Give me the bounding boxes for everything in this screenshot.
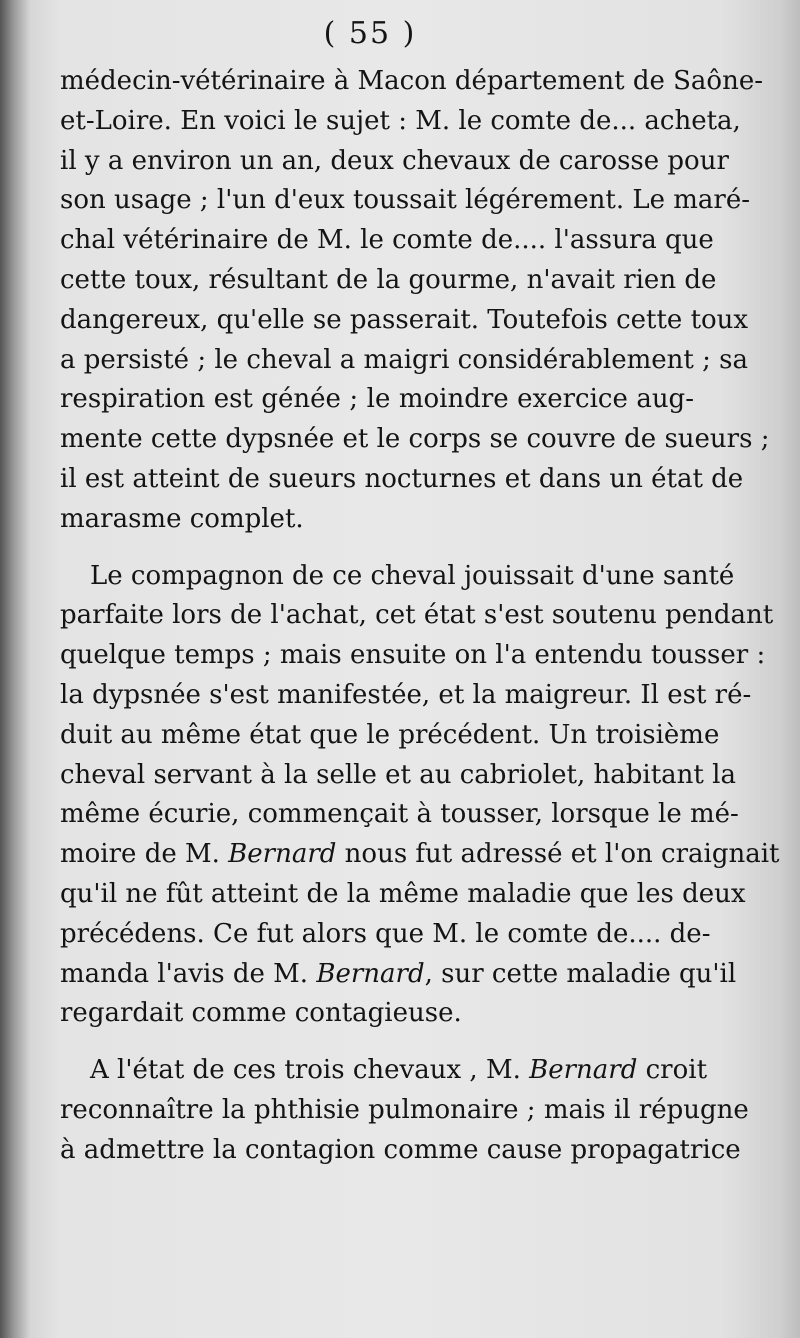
text-segment: croit [637,1055,708,1086]
text-segment: quelque temps ; mais ensuite on l'a entendu tousser : [60,640,766,671]
text-segment: reconnaître la phthisie pulmonaire ; mais il répugne [60,1094,749,1125]
body-text [60,62,780,1171]
text-line [60,835,780,875]
text-segment: parfaite lors de l'achat, cet état s'est soutenu pendant [60,600,774,631]
text-line [60,795,739,835]
text-segment: regardait comme contagieuse. [60,998,462,1029]
text-segment: il est atteint de sueurs nocturnes et dans un état de [60,463,744,494]
text-line [60,420,770,460]
text-line [60,915,711,955]
paragraph-3 [60,1051,749,1170]
italic-name: Bernard [529,1055,638,1086]
text-segment: précédens. Ce fut alors que M. le comte de.... de- [60,918,711,949]
paragraph-2 [60,557,780,1035]
text-line [60,596,774,636]
paragraph-1 [60,62,770,540]
italic-name: Bernard [316,958,425,989]
text-line [60,636,766,676]
text-segment: médecin-vétérinaire à Macon département de Saône- [60,66,764,96]
text-segment: chal vétérinaire de M. le comte de.... l'assura que [60,225,714,256]
text-line [60,301,749,341]
text-line [60,756,736,796]
text-line [60,500,694,540]
text-segment: à admettre la contagion comme cause propagatrice [60,1134,741,1165]
text-segment: même écurie, commençait à tousser, lorsque le mé- [60,799,739,830]
text-line [60,102,741,142]
text-line [60,181,751,221]
text-segment: mente cette dypsnée et le corps se couvre de sueurs ; [60,424,770,455]
text-segment: qu'il ne fût atteint de la même maladie que les deux [60,878,746,909]
text-line [60,875,746,915]
text-segment: manda l'avis de M. [60,958,317,989]
text-segment: cheval servant à la selle et au cabriolet, habitant la [60,759,736,790]
text-line [60,557,735,597]
text-segment: nous fut adressé et l'on craignait [336,839,780,870]
text-segment: a persisté ; le cheval a maigri considérablement ; sa [60,344,748,375]
text-segment: duit au même état que le précédent. Un troisième [60,719,720,750]
text-line [60,221,714,261]
text-line [60,1051,708,1091]
italic-name: Bernard [228,839,337,870]
text-line [60,676,752,716]
text-segment: , sur cette maladie qu'il [424,958,737,989]
text-segment: dangereux, qu'elle se passerait. Toutefois cette toux [60,304,749,335]
text-segment: la dypsnée s'est manifestée, et la maigreur. Il est ré- [60,679,752,710]
page-number: ( 55 ) [323,16,417,51]
text-line [60,955,737,995]
text-segment: A l'état de ces trois chevaux , M. [90,1055,530,1086]
text-line [60,380,694,420]
text-line [60,62,764,102]
text-segment: son usage ; l'un d'eux toussait légérement. Le maré- [60,185,751,216]
text-line [60,1091,749,1131]
text-segment: respiration est génée ; le moindre exercice aug- [60,384,694,415]
text-segment: moire de M. [60,839,229,870]
text-line [60,716,720,756]
text-line [60,994,694,1034]
text-segment: Le compagnon de ce cheval jouissait d'une santé [90,560,735,591]
text-line [60,261,717,301]
text-line [60,142,729,182]
text-line [60,460,744,500]
text-line [60,341,748,381]
text-segment: cette toux, résultant de la gourme, n'avait rien de [60,264,717,295]
text-segment: il y a environ un an, deux chevaux de carosse pour [60,145,729,176]
text-segment: marasme complet. [60,503,304,534]
text-line [60,1131,741,1171]
text-segment: et-Loire. En voici le sujet : M. le comte de... acheta, [60,105,741,136]
